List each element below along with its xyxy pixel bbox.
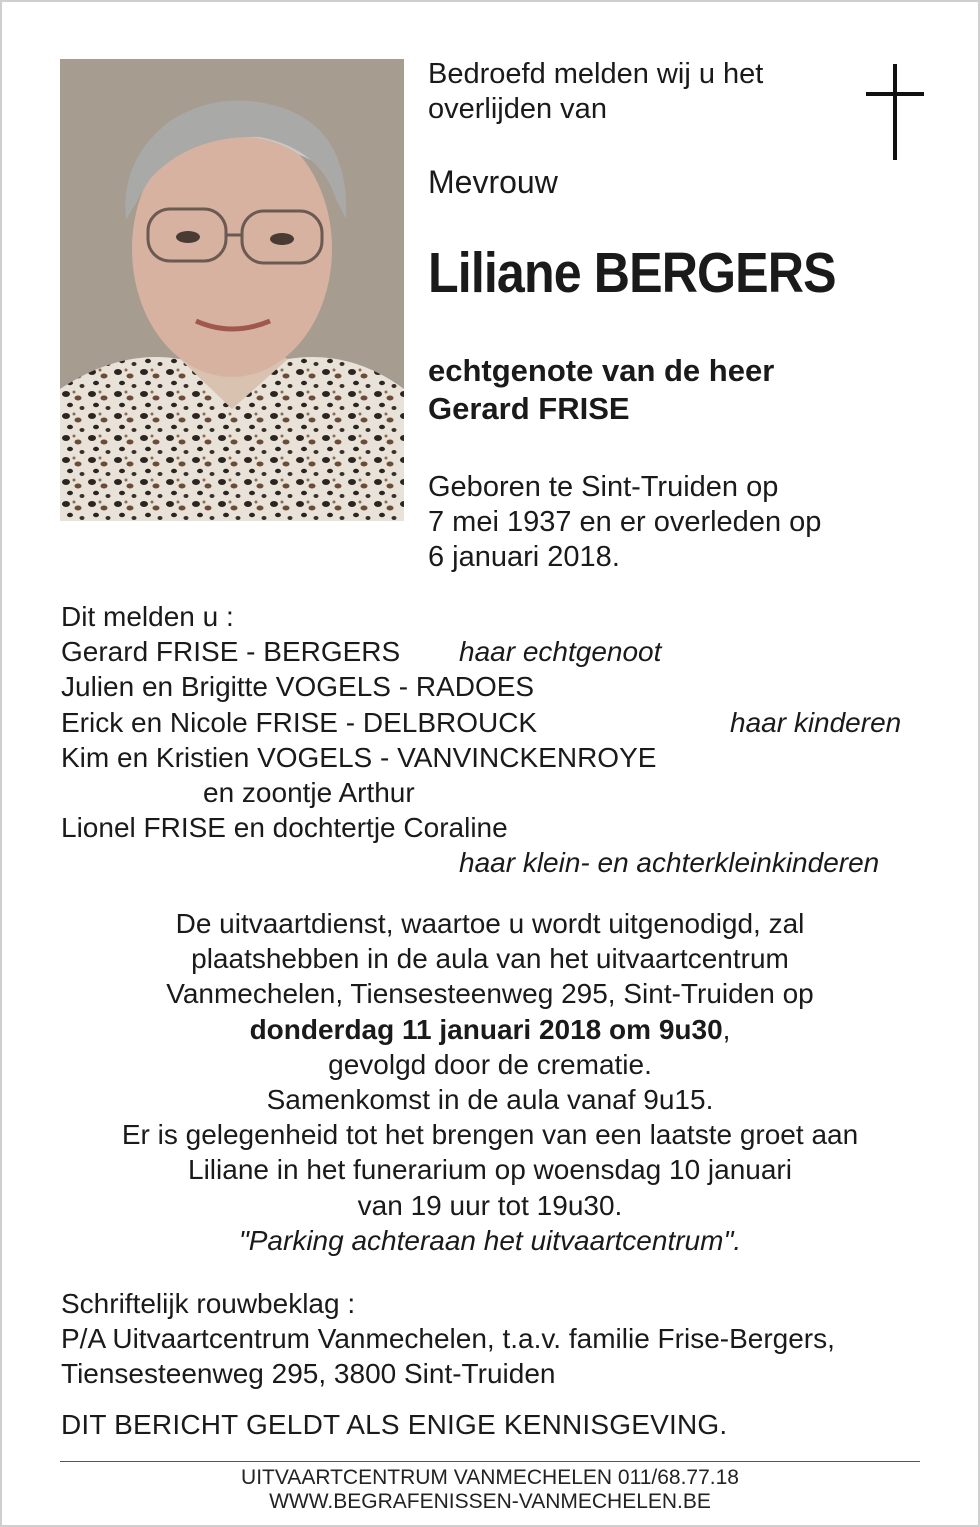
birth-line: Geboren te Sint-Truiden op: [428, 471, 779, 503]
ceremony-line: Vanmechelen, Tiensesteenweg 295, Sint-Truiden op: [166, 978, 814, 1010]
intro-line: overlijden van: [428, 93, 607, 125]
cross-icon: [866, 64, 924, 160]
spouse-line: echtgenote van de heer: [428, 353, 775, 388]
footer-website: WWW.BEGRAFENISSEN-VANMECHELEN.BE: [269, 1490, 711, 1513]
parking-note: "Parking achteraan het uitvaartcentrum".: [238, 1224, 742, 1256]
ceremony-line: Liliane in het funerarium op woensdag 10 januari: [188, 1154, 792, 1186]
ceremony-details: [2, 906, 978, 1258]
birth-line: 6 januari 2018.: [428, 541, 620, 573]
ceremony-line: De uitvaartdienst, waartoe u wordt uitgenodigd, zal: [175, 908, 805, 939]
family-row: [61, 775, 941, 810]
portrait-photo: [60, 59, 404, 521]
family-name: en zoontje Arthur: [203, 776, 415, 808]
family-row: [61, 845, 941, 880]
condolences-address: [61, 1286, 835, 1392]
spouse-text: [428, 352, 774, 428]
family-name: Lionel FRISE en dochtertje Coraline: [61, 812, 508, 844]
ceremony-line: Samenkomst in de aula vanaf 9u15.: [266, 1084, 714, 1116]
ceremony-date-bold: donderdag 11 januari 2018 om 9u30: [249, 1013, 723, 1045]
official-notice: DIT BERICHT GELDT ALS ENIGE KENNISGEVING.: [61, 1409, 728, 1440]
condolences-heading: Schriftelijk rouwbeklag :: [61, 1288, 356, 1319]
family-relation: haar echtgenoot: [459, 636, 662, 668]
ceremony-line: gevolgd door de crematie.: [328, 1048, 652, 1080]
family-heading: Dit melden u :: [61, 601, 234, 632]
funeral-home-footer: [2, 1466, 978, 1514]
footer-phone: UITVAARTCENTRUM VANMECHELEN 011/68.77.18: [241, 1466, 739, 1489]
family-list: [61, 599, 941, 881]
ceremony-line: Er is gelegenheid tot het brengen van een laatste groet aan: [121, 1119, 859, 1151]
family-row: [61, 705, 941, 740]
ceremony-line: van 19 uur tot 19u30.: [357, 1189, 623, 1221]
birth-line: 7 mei 1937 en er overleden op: [428, 506, 822, 538]
family-name: Erick en Nicole FRISE - DELBROUCK: [61, 706, 538, 738]
family-relation: haar kinderen: [730, 706, 902, 738]
ceremony-line: plaatshebben in de aula van het uitvaartcentrum: [191, 943, 789, 975]
ceremony-date-suffix: ,: [722, 1013, 731, 1045]
family-row: [61, 634, 941, 669]
family-name: Kim en Kristien VOGELS - VANVINCKENROYE: [61, 741, 657, 773]
spouse-line: Gerard FRISE: [428, 391, 630, 426]
family-name: Julien en Brigitte VOGELS - RADOES: [61, 671, 535, 703]
portrait-illustration: [60, 59, 404, 521]
family-relation: haar klein- en achterkleinkinderen: [459, 847, 880, 879]
family-row: [61, 669, 941, 704]
honorific: Mevrouw: [428, 164, 558, 200]
intro-text: [428, 57, 763, 127]
family-row: [61, 810, 941, 845]
ceremony-date: [2, 1012, 978, 1047]
family-row: [61, 740, 941, 775]
family-name: Gerard FRISE - BERGERS: [61, 636, 401, 668]
footer-divider: [60, 1461, 920, 1462]
intro-line: Bedroefd melden wij u het: [428, 58, 764, 90]
condolences-line: P/A Uitvaartcentrum Vanmechelen, t.a.v. familie Frise-Bergers,: [61, 1323, 835, 1355]
birth-death-text: [428, 470, 821, 575]
deceased-name: Liliane BERGERS: [428, 241, 836, 305]
condolences-line: Tiensesteenweg 295, 3800 Sint-Truiden: [61, 1358, 556, 1390]
